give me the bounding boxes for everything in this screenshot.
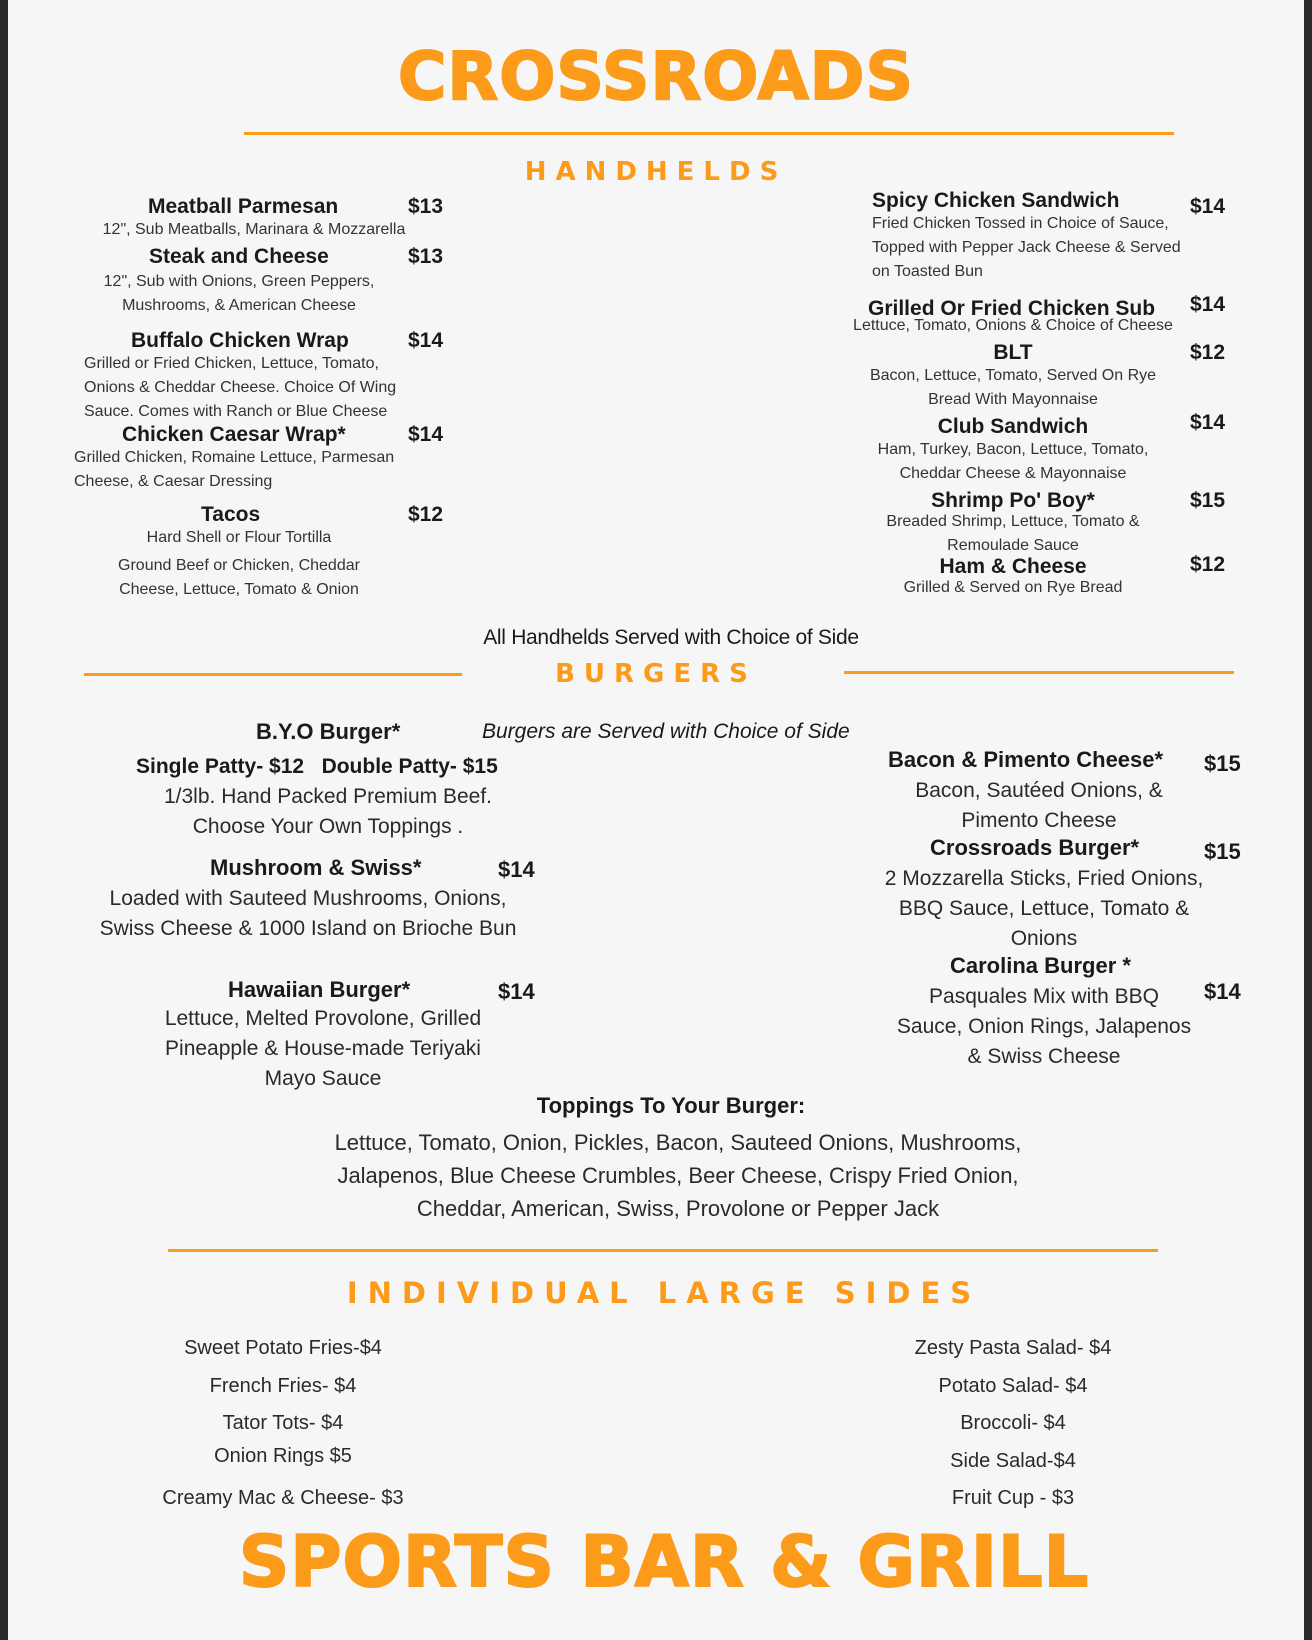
item-description: 12", Sub with Onions, Green Peppers, Mushrooms, & American Cheese	[103, 273, 375, 314]
item-price: $14	[498, 857, 535, 882]
item-price: $15	[1190, 489, 1226, 512]
menu-item	[828, 554, 1228, 604]
side-item: French Fries- $4	[209, 1375, 357, 1397]
item-description: Bacon, Lettuce, Tomato, Served On Rye Bread With Mayonnaise	[869, 367, 1157, 408]
item-description: Hard Shell or Flour Tortilla	[146, 529, 332, 546]
handhelds-note: All Handhelds Served with Choice of Side	[483, 626, 859, 649]
item-price: $14	[1190, 411, 1226, 434]
item-price: $12	[1190, 553, 1226, 576]
item-description: Loaded with Sauteed Mushrooms, Onions, Swiss Cheese & 1000 Island on Brioche Bun	[99, 887, 517, 940]
side-item: Potato Salad- $4	[938, 1375, 1088, 1397]
menu-item	[88, 974, 548, 1104]
item-name: Hawaiian Burger*	[228, 977, 411, 1002]
burgers-right-column	[874, 746, 1274, 1068]
item-name: Meatball Parmesan	[148, 195, 339, 218]
item-name: Carolina Burger *	[950, 953, 1131, 978]
menu-item	[74, 422, 454, 502]
sides-right-column	[868, 1333, 1158, 1521]
item-price: $15	[1204, 751, 1241, 776]
menu-item	[828, 340, 1228, 414]
side-item: Broccoli- $4	[960, 1412, 1066, 1434]
side-item: Fruit Cup - $3	[951, 1487, 1075, 1509]
item-price: $12	[1190, 341, 1226, 364]
burgers-note: Burgers are Served with Choice of Side	[482, 720, 850, 743]
item-description: 2 Mozzarella Sticks, Fried Onions, BBQ Sauce, Lettuce, Tomato & Onions	[884, 867, 1204, 950]
side-item: Zesty Pasta Salad- $4	[914, 1337, 1112, 1359]
menu-item	[874, 834, 1274, 952]
item-description-extra: Ground Beef or Chicken, Cheddar Cheese, Lettuce, Tomato & Onion	[118, 557, 360, 598]
item-price: $14	[1190, 293, 1226, 316]
restaurant-subtitle: SPORTS BAR & GRILL	[238, 1521, 1090, 1603]
handhelds-left-column	[74, 194, 454, 612]
burgers-heading: BURGERS	[555, 659, 757, 689]
item-description: Grilled or Fried Chicken, Lettuce, Tomato, Onions & Cheddar Cheese. Choice Of Wing Sauce. Comes with Ranch or Blue Cheese	[84, 355, 397, 420]
item-name: BLT	[993, 341, 1033, 364]
menu-item	[74, 194, 454, 244]
item-description: Bacon, Sautéed Onions, & Pimento Cheese	[915, 779, 1163, 832]
item-description: 12", Sub Meatballs, Marinara & Mozzarella	[102, 221, 406, 238]
menu-item	[88, 854, 548, 974]
item-name: Ham & Cheese	[939, 555, 1087, 578]
menu-item	[74, 502, 454, 612]
item-price: $13	[408, 195, 444, 218]
sides-divider	[168, 1249, 1158, 1252]
item-name: Crossroads Burger*	[930, 835, 1140, 860]
sides-left-column	[138, 1333, 428, 1521]
item-description: Grilled & Served on Rye Bread	[903, 579, 1123, 596]
item-price: $14	[408, 423, 444, 446]
menu-page	[8, 0, 1304, 1640]
item-name: Club Sandwich	[937, 415, 1089, 438]
side-item: Tator Tots- $4	[222, 1412, 344, 1434]
menu-item	[828, 293, 1228, 340]
sides-heading: INDIVIDUAL LARGE SIDES	[346, 1276, 982, 1310]
menu-item	[828, 411, 1228, 488]
item-price: $14	[498, 979, 535, 1004]
item-description: Fried Chicken Tossed in Choice of Sauce, Topped with Pepper Jack Cheese & Served on Toasted Bun	[872, 215, 1181, 280]
item-name: Tacos	[201, 503, 261, 526]
byo-burger-name: B.Y.O Burger*	[256, 719, 401, 744]
item-name: Chicken Caesar Wrap*	[122, 423, 346, 446]
item-price: $14	[1190, 195, 1226, 218]
menu-item	[74, 328, 454, 422]
item-price: $14	[408, 329, 444, 352]
item-name: Steak and Cheese	[149, 245, 329, 268]
item-price: $13	[408, 245, 444, 268]
burgers-left-column	[88, 854, 548, 1104]
item-price: $14	[1204, 979, 1241, 1004]
menu-item	[874, 746, 1274, 834]
item-description: Ham, Turkey, Bacon, Lettuce, Tomato, Cheddar Cheese & Mayonnaise	[877, 441, 1149, 482]
side-item: Sweet Potato Fries-$4	[184, 1337, 382, 1359]
item-name: Bacon & Pimento Cheese*	[888, 747, 1164, 772]
title-divider	[244, 132, 1174, 135]
menu-item	[874, 952, 1274, 1068]
byo-patty-prices: Single Patty- $12 Double Patty- $15	[136, 755, 498, 778]
item-description: Pasquales Mix with BBQ Sauce, Onion Rings, Jalapenos & Swiss Cheese	[896, 985, 1192, 1068]
menu-item	[74, 244, 454, 328]
item-description: Lettuce, Tomato, Onions & Choice of Cheese	[853, 317, 1173, 334]
byo-burger-description: 1/3lb. Hand Packed Premium Beef. Choose Your Own Toppings .	[163, 785, 492, 838]
item-name: Spicy Chicken Sandwich	[872, 189, 1120, 212]
side-item: Side Salad-$4	[950, 1450, 1076, 1472]
handhelds-right-column	[828, 188, 1228, 604]
side-item: Onion Rings $5	[214, 1445, 352, 1467]
item-name: Shrimp Po' Boy*	[931, 489, 1095, 512]
item-description: Grilled Chicken, Romaine Lettuce, Parmesan Cheese, & Caesar Dressing	[74, 449, 395, 490]
item-name: Buffalo Chicken Wrap	[131, 329, 349, 352]
restaurant-title: CROSSROADS	[397, 38, 915, 115]
item-name: Grilled Or Fried Chicken Sub	[868, 297, 1156, 320]
menu-item	[828, 188, 1228, 296]
item-name: Mushroom & Swiss*	[210, 855, 422, 880]
item-description: Breaded Shrimp, Lettuce, Tomato & Remoulade Sauce	[886, 513, 1140, 554]
side-item: Creamy Mac & Cheese- $3	[162, 1487, 404, 1509]
item-price: $12	[408, 503, 444, 526]
toppings-title: Toppings To Your Burger:	[536, 1093, 806, 1118]
menu-item	[828, 488, 1228, 554]
item-description: Lettuce, Melted Provolone, Grilled Pineapple & House-made Teriyaki Mayo Sauce	[164, 1007, 482, 1090]
toppings-list: Lettuce, Tomato, Onion, Pickles, Bacon, Sauteed Onions, Mushrooms, Jalapenos, Blue Cheese Crumbles, Beer Cheese, Crispy Fried Onion, Cheddar, American, Swiss, Provolone or Pepper Jack	[334, 1130, 1022, 1221]
handhelds-heading: HANDHELDS	[524, 157, 788, 187]
item-price: $15	[1204, 839, 1241, 864]
